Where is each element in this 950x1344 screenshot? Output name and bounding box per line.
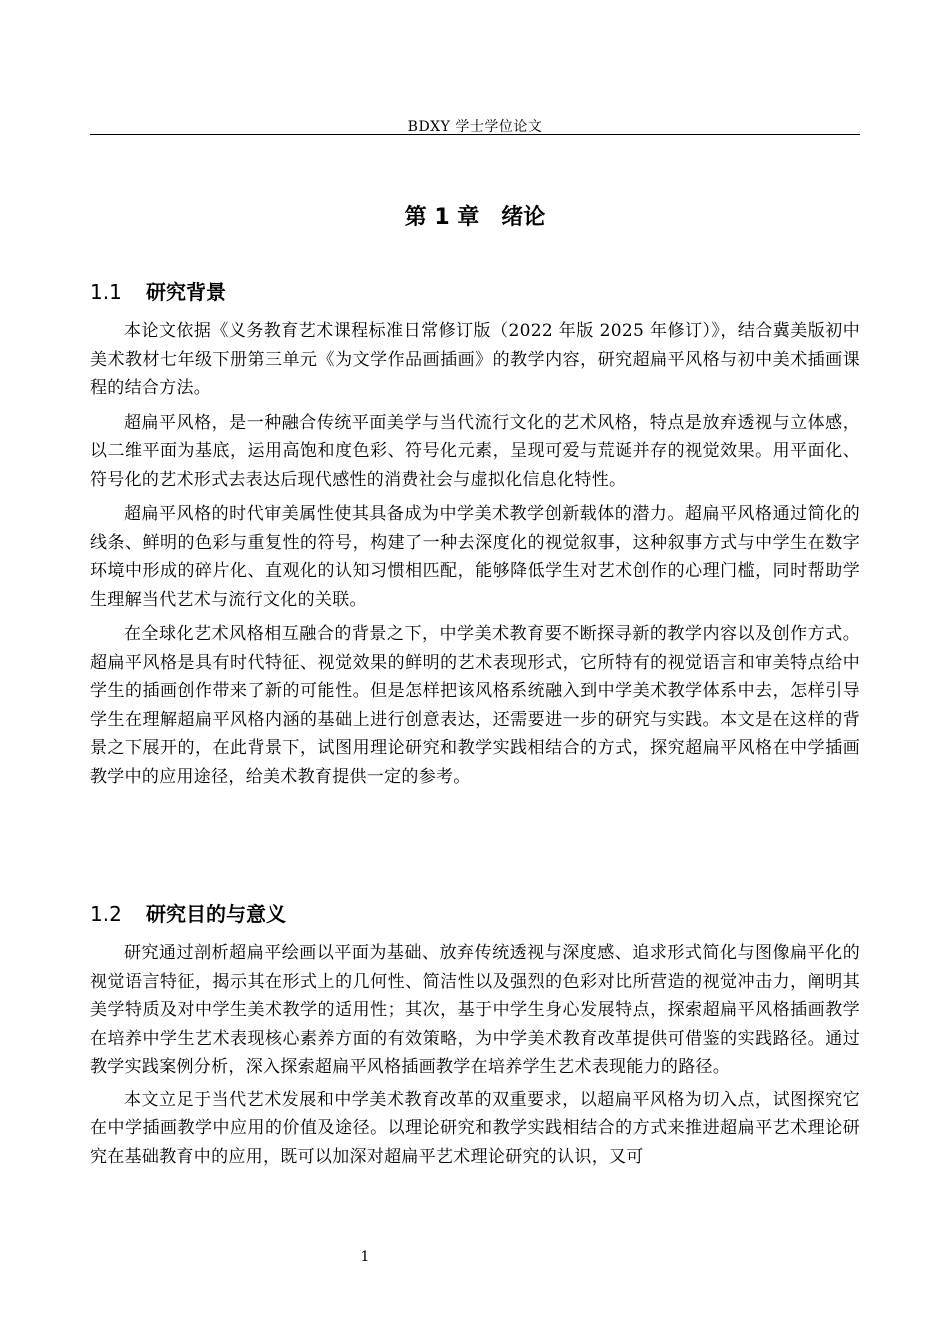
paragraph: 在全球化艺术风格相互融合的背景之下，中学美术教育要不断探寻新的教学内容以及创作方式。超扁平风格是具有时代特征、视觉效果的鲜明的艺术表现形式，它所特有的视觉语言和审美特点给中学生的插画创作带来了新的可能性。但是怎样把该风格系统融入到中学美术教学体系中去，怎样引导学生在理解超扁平风格内涵的基础上进行创意表达，还需要进一步的研究与实践。本文是在这样的背景之下展开的，在此背景下，试图用理论研究和教学实践相结合的方式，探究超扁平风格在中学插画教学中的应用途径，给美术教育提供一定的参考。 [90,624,860,787]
paragraph: 超扁平风格，是一种融合传统平面美学与当代流行文化的艺术风格，特点是放弃透视与立体感，以二维平面为基底，运用高饱和度色彩、符号化元素，呈现可爱与荒诞并存的视觉效果。用平面化、符号化的艺术形式去表达后现代感性的消费社会与虚拟化信息化特性。 [90,412,860,490]
section-title: 研究目的与意义 [146,902,286,926]
section-heading-1-1 [90,276,226,305]
section-heading-1-2 [90,898,286,927]
header-rule [90,134,860,135]
section-1-1-body [90,317,860,791]
chapter-title: 第 1 章 绪论 [404,205,546,230]
paragraph: 研究通过剖析超扁平绘画以平面为基础、放弃传统透视与深度感、追求形式简化与图像扁平化的视觉语言特征，揭示其在形式上的几何性、简洁性以及强烈的色彩对比所营造的视觉冲击力，阐明其美学特质及对中学生美术教学的适用性；其次，基于中学生身心发展特点，探索超扁平风格插画教学在培养中学生艺术表现核心素养方面的有效策略，为中学美术教育改革提供可借鉴的实践路径。通过教学实践案例分析，深入探索超扁平风格插画教学在培养学生艺术表现能力的路径。 [90,943,860,1077]
running-header: BDXY 学士学位论文 [407,119,543,135]
section-1-2-body [90,939,860,1171]
paragraph: 本论文依据《义务教育艺术课程标准日常修订版（2022 年版 2025 年修订）》，结合冀美版初中美术教材七年级下册第三单元《为文学作品画插画》的教学内容，研究超扁平风格与初中美术插画课程的结合方法。 [90,321,860,398]
section-number: 1.1 [90,280,122,304]
paragraph: 本文立足于当代艺术发展和中学美术教育改革的双重要求，以超扁平风格为切入点，试图探究它在中学插画教学中应用的价值及途径。以理论研究和教学实践相结合的方式来推进超扁平艺术理论研究在基础教育中的应用，既可以加深对超扁平艺术理论研究的认识，又可 [90,1089,860,1167]
paragraph: 超扁平风格的时代审美属性使其具备成为中学美术教学创新载体的潜力。超扁平风格通过简化的线条、鲜明的色彩与重复性的符号，构建了一种去深度化的视觉叙事，这种叙事方式与中学生在数字环境中形成的碎片化、直观化的认知习惯相匹配，能够降低学生对艺术创作的心理门槛，同时帮助学生理解当代艺术与流行文化的关联。 [90,504,860,610]
page-number: 1 [360,1249,370,1265]
section-title: 研究背景 [146,280,226,304]
section-number: 1.2 [90,902,122,926]
